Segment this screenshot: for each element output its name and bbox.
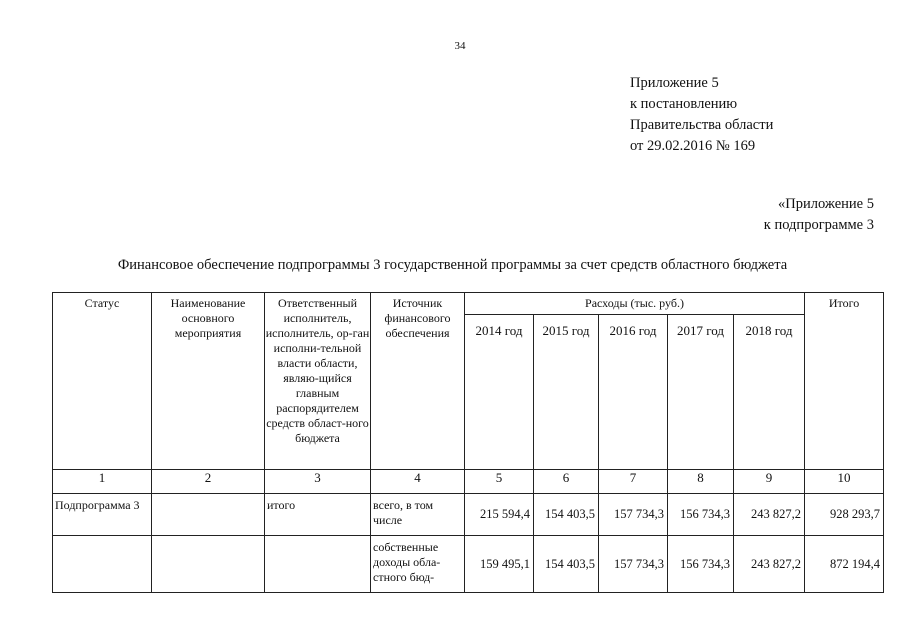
column-number: 2 — [152, 470, 265, 494]
header-year: 2018 год — [734, 315, 805, 470]
header-expenses: Расходы (тыс. руб.) — [465, 293, 805, 315]
appendix-line-4: от 29.02.2016 № 169 — [630, 138, 756, 154]
row-value: 154 403,5 — [534, 494, 599, 536]
row-source: всего, в том числе — [371, 494, 465, 536]
financing-table — [52, 292, 884, 593]
row-value: 156 734,3 — [668, 536, 734, 593]
row-value: 243 827,2 — [734, 494, 805, 536]
column-number: 10 — [805, 470, 884, 494]
row-name — [152, 494, 265, 536]
column-number: 9 — [734, 470, 805, 494]
row-source: собственные доходы обла-стного бюд- — [371, 536, 465, 593]
row-name — [152, 536, 265, 593]
header-name: Наименование основного мероприятия — [152, 293, 265, 470]
row-value: 215 594,4 — [465, 494, 534, 536]
header-year: 2016 год — [599, 315, 668, 470]
page-number: 34 — [454, 40, 466, 52]
column-number: 7 — [599, 470, 668, 494]
header-total: Итого — [805, 293, 884, 470]
table-row — [53, 536, 884, 593]
appendix-line-1: Приложение 5 — [630, 75, 719, 91]
row-total: 928 293,7 — [805, 494, 884, 536]
quote-appendix-line-1: «Приложение 5 — [778, 196, 874, 212]
quote-appendix-line-2: к подпрограмме 3 — [763, 217, 874, 233]
header-year: 2015 год — [534, 315, 599, 470]
row-executor — [265, 536, 371, 593]
header-year: 2014 год — [465, 315, 534, 470]
appendix-line-3: Правительства области — [630, 117, 774, 133]
row-value: 159 495,1 — [465, 536, 534, 593]
appendix-block — [630, 73, 773, 157]
row-value: 156 734,3 — [668, 494, 734, 536]
header-status: Статус — [53, 293, 152, 470]
row-value: 157 734,3 — [599, 494, 668, 536]
appendix-line-2: к постановлению — [630, 96, 738, 112]
column-number: 4 — [371, 470, 465, 494]
document-title: Финансовое обеспечение подпрограммы 3 государственной программы за счет средств областного бюджета — [117, 257, 788, 273]
header-executor: Ответственный исполнитель, исполнитель, ор-ган исполни-тельной власти области, являю-щийся главным распорядителем средств област-ного бюджета — [265, 293, 371, 470]
row-value: 243 827,2 — [734, 536, 805, 593]
column-number: 3 — [265, 470, 371, 494]
header-year: 2017 год — [668, 315, 734, 470]
column-number: 1 — [53, 470, 152, 494]
column-number: 5 — [465, 470, 534, 494]
table-row — [53, 494, 884, 536]
column-number: 6 — [534, 470, 599, 494]
row-status: Подпрограмма 3 — [53, 494, 152, 536]
row-total: 872 194,4 — [805, 536, 884, 593]
quote-appendix-block — [764, 194, 874, 236]
row-executor: итого — [265, 494, 371, 536]
row-value: 154 403,5 — [534, 536, 599, 593]
row-value: 157 734,3 — [599, 536, 668, 593]
column-number: 8 — [668, 470, 734, 494]
row-status — [53, 536, 152, 593]
header-source: Источник финансового обеспечения — [371, 293, 465, 470]
